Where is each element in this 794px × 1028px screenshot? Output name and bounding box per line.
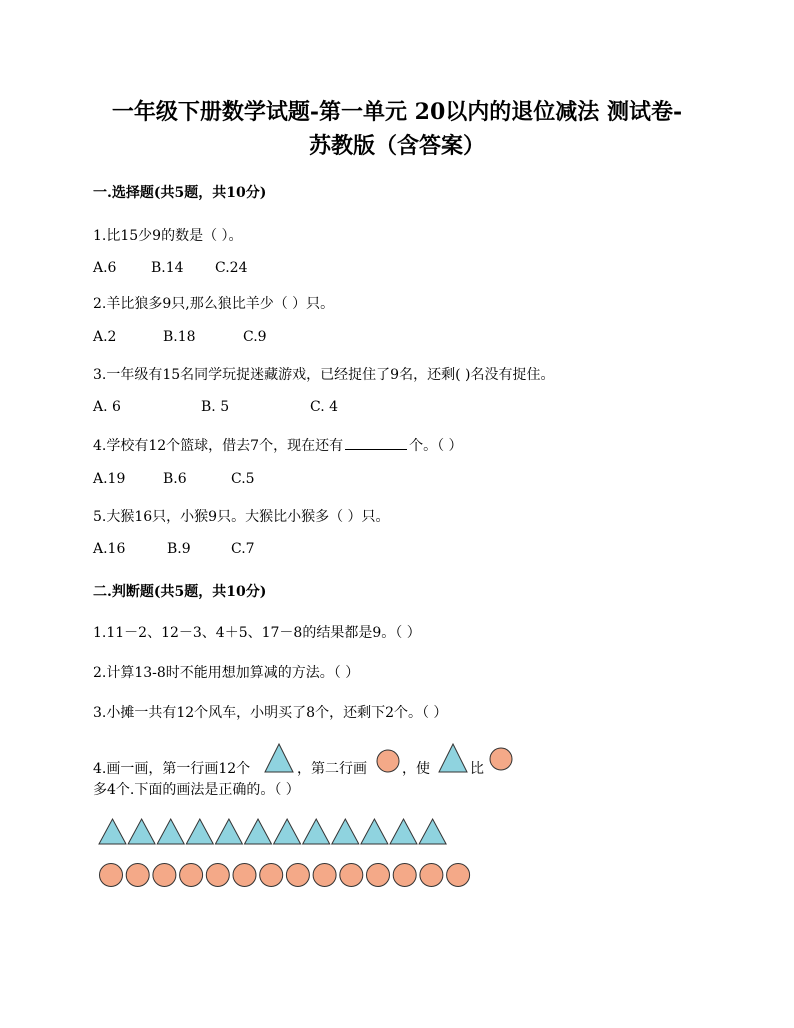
option-b: B.9 <box>167 541 191 557</box>
option-c: C. 4 <box>310 399 339 415</box>
circle-icon <box>447 864 470 887</box>
question-1-1: 1.比15少9的数是（ ）。 <box>93 228 243 244</box>
option-c: C.9 <box>243 329 267 345</box>
circle-icon <box>180 864 203 887</box>
circle-icon <box>313 864 336 887</box>
triangle-icon <box>419 819 446 844</box>
triangle-icon <box>303 819 330 844</box>
triangle-icon <box>274 819 301 844</box>
circle-icon <box>260 864 283 887</box>
triangle-icon <box>332 819 359 844</box>
question-2-4-part4: 比 <box>470 761 484 777</box>
option-b: B.14 <box>151 260 184 276</box>
triangle-icon <box>157 819 184 844</box>
triangle-row <box>99 819 446 844</box>
circle-icon <box>126 864 149 887</box>
circle-icon <box>340 864 363 887</box>
option-a: A. 6 <box>93 399 121 415</box>
triangle-icon <box>128 819 155 844</box>
circle-icon <box>206 864 229 887</box>
option-a: A.16 <box>93 541 126 557</box>
question-2-4-part2: ，第二行画 <box>297 761 367 777</box>
circle-row <box>100 864 470 887</box>
circle-icon <box>367 864 390 887</box>
question-2-4-line2: 多4个.下面的画法是正确的。（ ） <box>93 782 300 798</box>
triangle-icon <box>99 819 126 844</box>
triangle-icon <box>390 819 417 844</box>
question-2-4-part3: ，使 <box>402 761 430 777</box>
question-1-2: 2.羊比狼多9只,那么狼比羊少（ ）只。 <box>93 296 335 312</box>
option-a: A.19 <box>93 471 126 487</box>
circle-icon <box>420 864 443 887</box>
question-2-4-part1: 4.画一画，第一行画12个 <box>93 761 251 777</box>
question-1-4-after: 个。（ ） <box>409 438 463 454</box>
option-a: A.2 <box>93 329 117 345</box>
title-line-2: 苏教版（含答案） <box>308 133 485 159</box>
triangle-icon <box>361 819 388 844</box>
question-2-3: 3.小摊一共有12个风车，小明买了8个，还剩下2个。（ ） <box>93 705 448 721</box>
option-c: C.5 <box>231 471 255 487</box>
triangle-icon <box>186 819 213 844</box>
circle-icon <box>100 864 123 887</box>
triangle-icon <box>245 819 272 844</box>
option-b: B.6 <box>163 471 187 487</box>
question-1-5: 5.大猴16只，小猴9只。大猴比小猴多（ ）只。 <box>93 509 390 525</box>
circle-icon <box>286 864 309 887</box>
section-2-heading: 二.判断题(共5题，共10分) <box>93 584 267 600</box>
option-b: B. 5 <box>201 399 230 415</box>
question-1-3: 3.一年级有15名同学玩捉迷藏游戏，已经捉住了9名，还剩( )名没有捉住。 <box>93 367 555 383</box>
circle-icon <box>233 864 256 887</box>
option-c: C.24 <box>215 260 248 276</box>
section-1-heading: 一.选择题(共5题，共10分) <box>93 185 267 201</box>
question-2-1: 1.11－2、12－3、4＋5、17－8的结果都是9。（ ） <box>93 625 421 641</box>
question-2-2: 2.计算13-8时不能用想加算减的方法。（ ） <box>93 665 360 681</box>
triangle-icon <box>215 819 242 844</box>
title-line-1: 一年级下册数学试题-第一单元 20以内的退位减法 测试卷- <box>111 99 683 125</box>
question-1-4-before: 4.学校有12个篮球，借去7个，现在还有 <box>93 438 344 454</box>
option-a: A.6 <box>93 260 117 276</box>
option-c: C.7 <box>231 541 255 557</box>
circle-icon <box>393 864 416 887</box>
circle-icon <box>153 864 176 887</box>
option-b: B.18 <box>163 329 196 345</box>
